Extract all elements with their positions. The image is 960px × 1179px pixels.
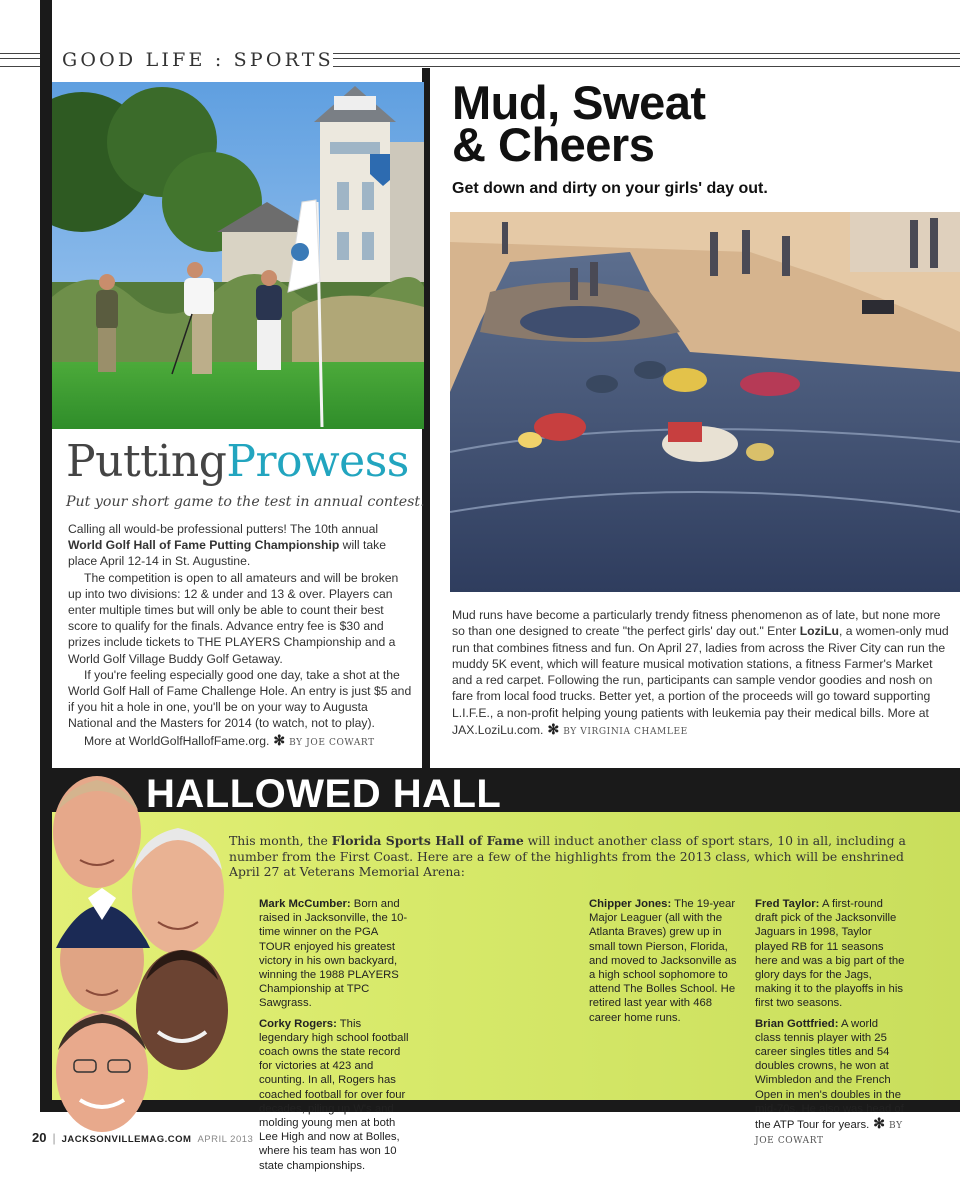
mud-headline: [452, 76, 706, 171]
golf-paragraph-1: Calling all would-be professional putters! The 10th annual World Golf Hall of Fame Putting Championship will take place April 12-14 in St. Augustine.: [68, 522, 387, 569]
hall-byline: BY JOE COWART: [755, 1121, 903, 1147]
hall-intro: This month, the Florida Sports Hall of Fame will induct another class of sport stars, 10 in all, including a number from the First Coast. Here are a few of the highlights from the 2013 class, which will be enshrined April 27 at Veterans Memorial Arena:: [229, 833, 906, 879]
inductee-brian-gottfried: Brian Gottfried: A world class tennis player with 25 career singles titles and 54 doubles crowns, he won at Wimbledon and the French Open in men's doubles in the mid-70s. He also was head of the ATP Tour for years. ✻ BY JOE COWART: [755, 1017, 904, 1147]
golf-subhead: Put your short game to the test in annual contest.: [66, 494, 425, 510]
golf-headline-part2: Prowess: [226, 436, 409, 487]
golf-paragraph-2: The competition is open to all amateurs and will be broken up into two divisions: 12 & under and 13 & over. Players can enter multiple times but will only be able to count their best score to qualify for the finals. Advance entry fee is $30 and prizes include tickets to THE PLAYERS Championship and a World Golf Village Buddy Golf Getaway.: [68, 570, 399, 666]
mud-headline-line1: Mud, Sweat: [452, 76, 706, 129]
inductee-corky-rogers: Corky Rogers: This legendary high school football coach owns the state record for victories at 423 and counting. In all, Rogers has coached football for over four decades, piling up W's and molding young men at both Lee High and now at Bolles, where his team has won 10 state championships.: [259, 1017, 409, 1172]
golf-link-text: More at WorldGolfHallofFame.org.: [84, 733, 270, 748]
inductee-faces-collage: [50, 770, 240, 1150]
inductee-fred-taylor: Fred Taylor: A first-round draft pick of the Jacksonville Jaguars in 1998, Taylor played RB for 11 seasons here and was a big part of the glory days for the Jags, making it to the playoffs in his first two seasons.: [755, 898, 905, 1010]
inductee-mark-mccumber: Mark McCumber: Born and raised in Jacksonville, the 10-time winner on the PGA TOUR enjoyed his greatest victory in his own backyard, winning the 1988 PLAYERS Championship at TPC Sawgrass.: [259, 898, 408, 1010]
mud-subhead: Get down and dirty on your girls' day out.: [452, 180, 768, 197]
golf-event-name: World Golf Hall of Fame Putting Championship: [68, 538, 340, 553]
mud-headline-line2: & Cheers: [452, 118, 655, 171]
mud-article-body: [452, 607, 952, 740]
golf-byline: BY JOE COWART: [289, 737, 375, 748]
page-footer: [32, 1130, 253, 1145]
section-label: GOOD LIFE : SPORTS: [62, 49, 334, 71]
golf-paragraph-4: [68, 732, 413, 751]
mud-byline: BY VIRGINIA CHAMLEE: [563, 727, 688, 738]
footer-date: APRIL 2013: [197, 1134, 254, 1145]
inductee-chipper-jones: Chipper Jones: The 19-year Major Leaguer (all with the Atlanta Braves) grew up in small town Pierson, Florida, and moved to Jacksonville as a high school sophomore to attend The Bolles School. He retired last year with 468 career home runs.: [589, 898, 737, 1024]
golf-article-body: [68, 521, 413, 751]
header-rule-right: [333, 53, 960, 67]
end-mark-icon: ✻: [547, 721, 560, 738]
golf-paragraph-3: If you're feeling especially good one day, take a shot at the World Golf Hall of Fame Challenge Hole. An entry is just $5 and if you hit a hole in one, you'll be on your way to Augusta National and the Masters for 2014 (to watch, not to play).: [68, 667, 412, 731]
golf-headline: [66, 436, 409, 488]
hall-org-name: Florida Sports Hall of Fame: [331, 833, 524, 848]
mud-event-name: LoziLu: [799, 624, 839, 639]
golf-photo: [52, 82, 424, 429]
golf-headline-part1: Putting: [66, 436, 227, 487]
footer-separator: |: [52, 1131, 56, 1145]
hall-column-3: [589, 897, 739, 1031]
footer-site: JACKSONVILLEMAG.COM: [61, 1134, 192, 1145]
hall-column-1: [259, 897, 409, 1179]
mud-run-photo: [450, 212, 960, 592]
hall-column-4: [755, 897, 905, 1154]
header-rule-left: [0, 53, 40, 67]
end-mark-icon: ✻: [273, 731, 286, 748]
page-number: 20: [32, 1130, 47, 1145]
mud-paragraph: Mud runs have become a particularly trendy fitness phenomenon as of late, but none more so than one designed to create "the perfect girls' day out." Enter LoziLu, a women-only mud run that combines fitness and fun. On April 27, ladies from across the River City can run the muddy 5K event, which will feature musical motivation stations, a fitness Farmer's Market and a red carpet. Following the run, participants can sample vendor goodies and nosh on fare from local food trucks. Better yet, a portion of the proceeds will go toward supporting L.I.F.E., a non-profit helping young patients with leukemia pay their medical bills. More at JAX.LoziLu.com. ✻ BY VIRGINIA CHAMLEE: [452, 608, 949, 738]
hall-title: HALLOWED HALL: [146, 772, 502, 816]
end-mark-icon: ✻: [873, 1115, 886, 1132]
